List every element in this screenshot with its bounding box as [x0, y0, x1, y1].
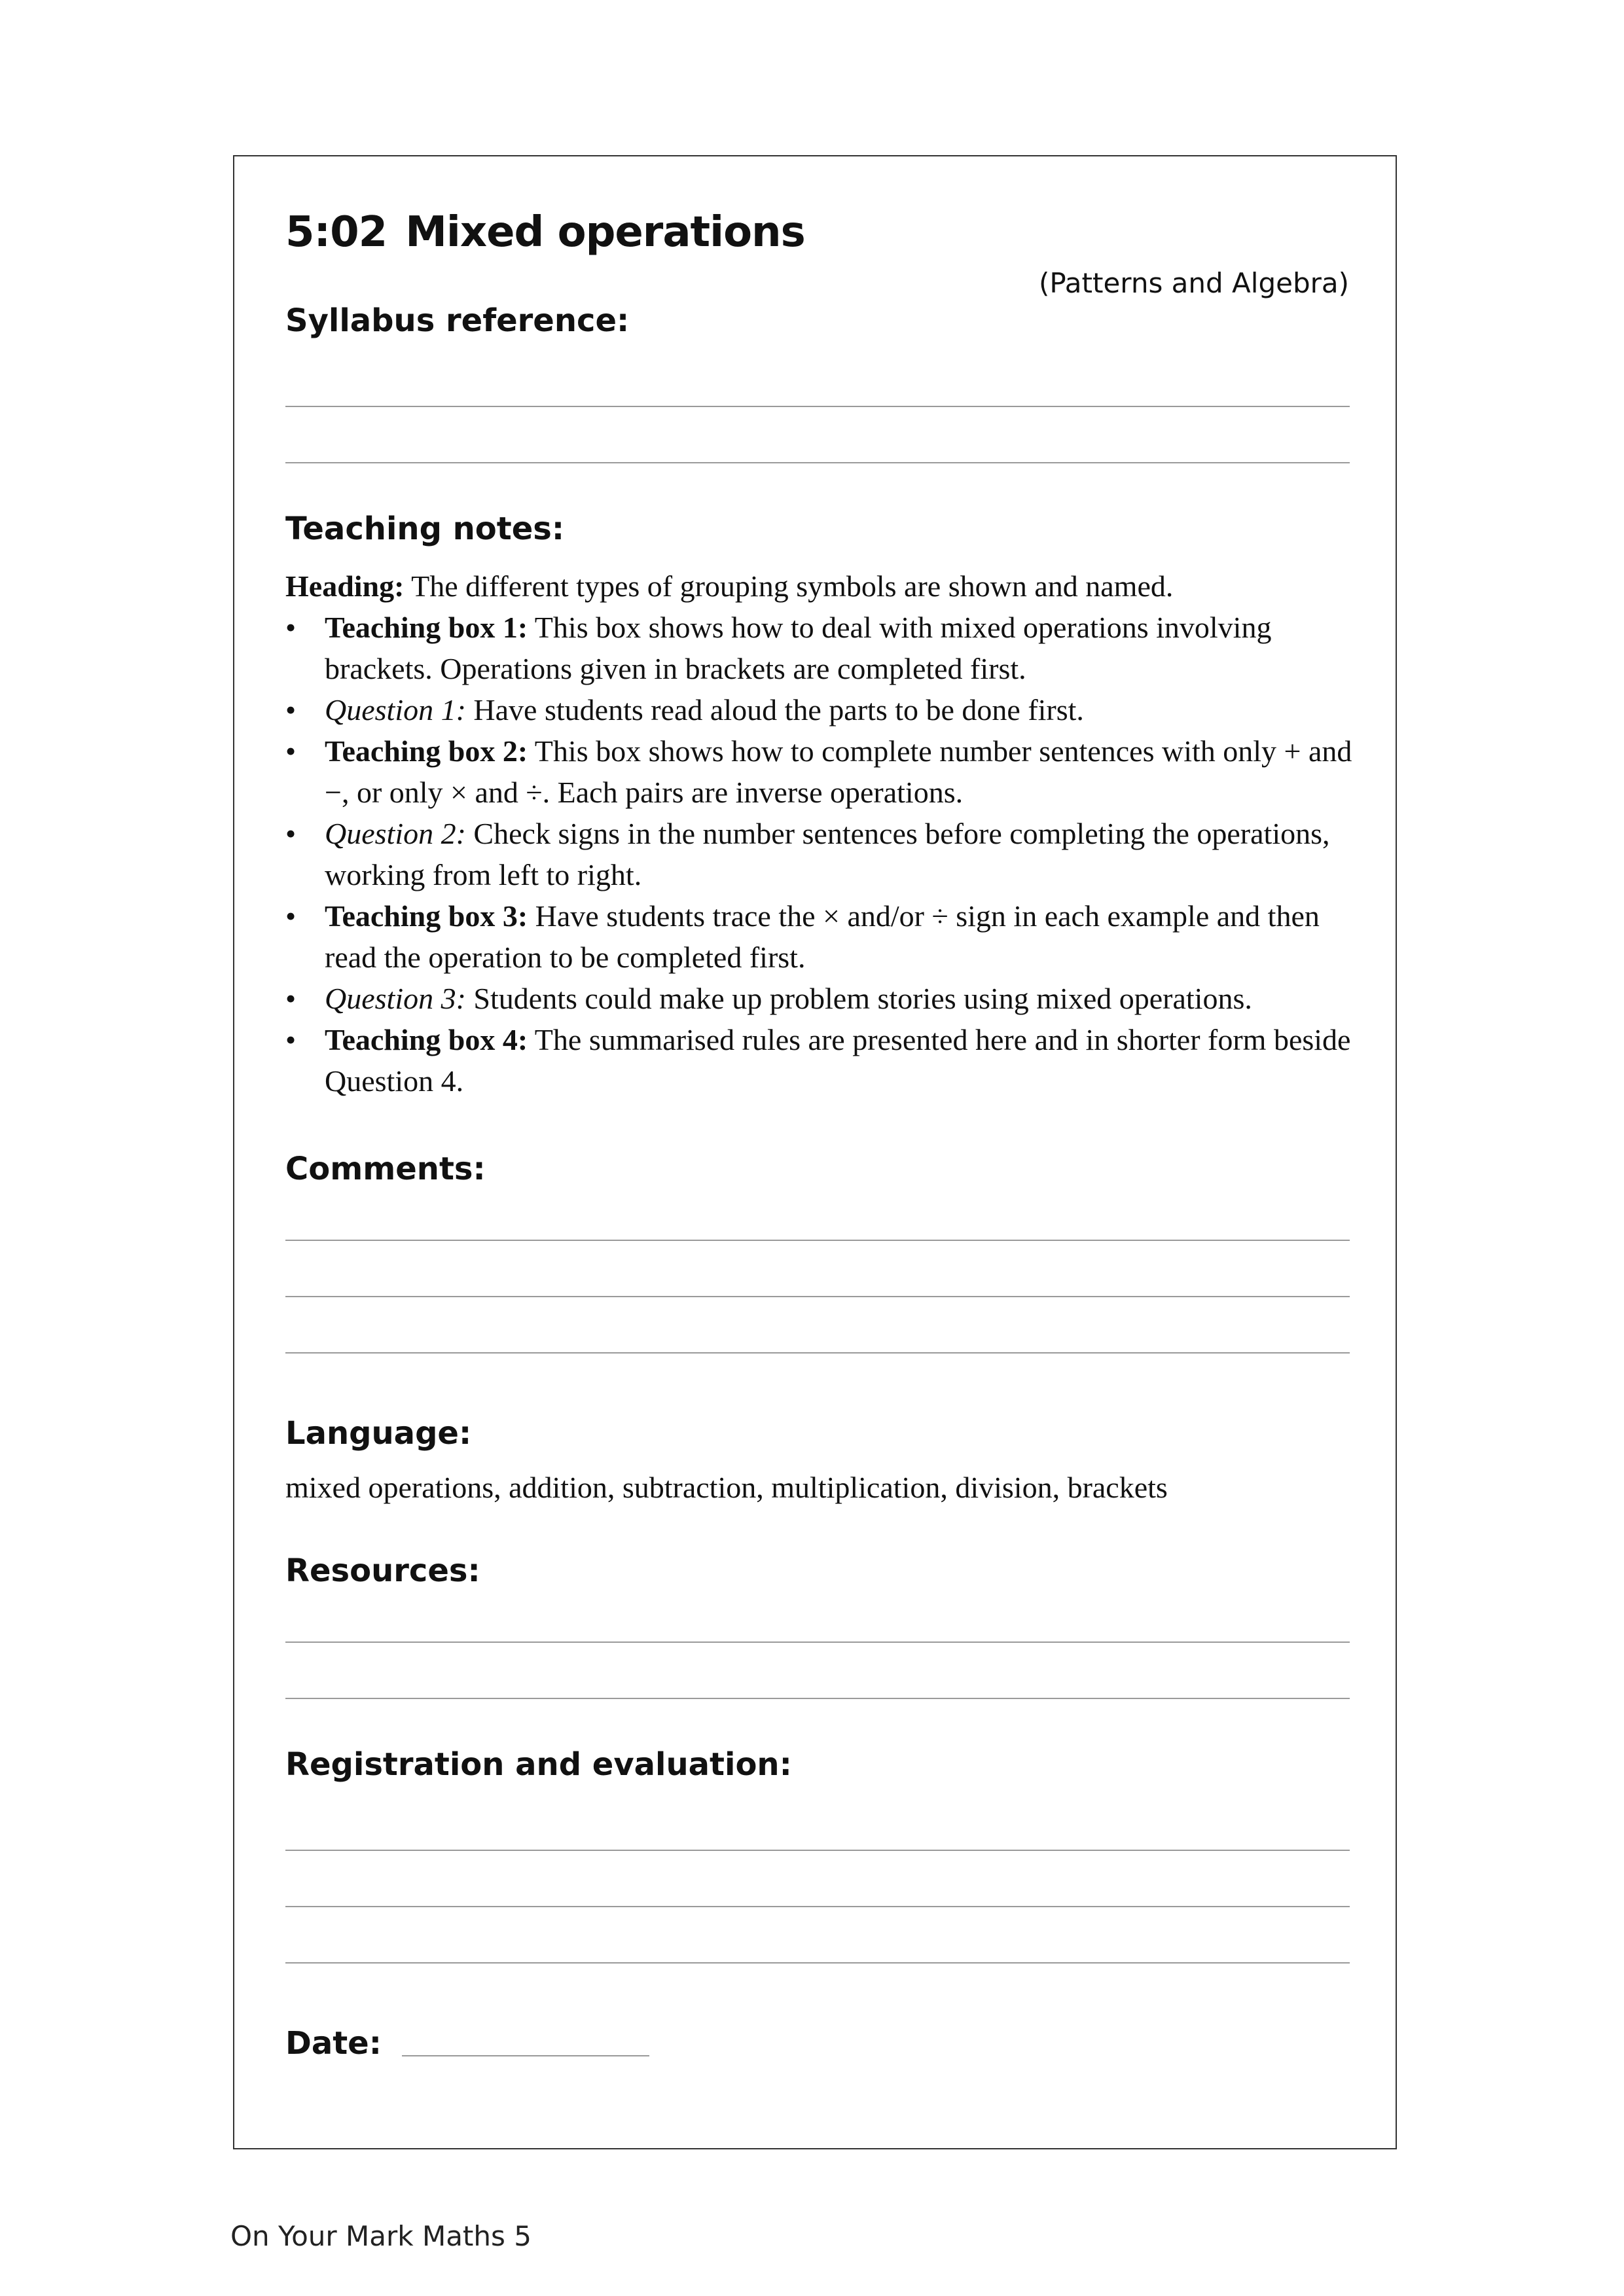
list-item: [285, 813, 1372, 895]
list-item: [285, 978, 1372, 1019]
bullet-icon: •: [285, 734, 297, 768]
item-text: The summarised rules are presented here and in shorter form beside Question 4.: [325, 1023, 1351, 1098]
language-heading: Language:: [285, 1415, 472, 1452]
comments-line-2: [285, 1296, 1350, 1297]
list-item: [285, 730, 1372, 813]
list-item: [285, 895, 1372, 978]
registration-line-3: [285, 1962, 1350, 1964]
item-text: Have students read aloud the parts to be done first.: [465, 693, 1084, 726]
bullet-icon: •: [285, 693, 297, 726]
notes-heading-label: Heading:: [285, 569, 405, 603]
bullet-icon: •: [285, 982, 297, 1015]
registration-line-1: [285, 1850, 1350, 1851]
item-text: Have students trace the × and/or ÷ sign in each example and then read the operation to be completed first.: [325, 899, 1320, 974]
item-text: Students could make up problem stories using mixed operations.: [465, 982, 1252, 1015]
bullet-icon: •: [285, 899, 297, 933]
notes-list: [285, 607, 1372, 1102]
resources-line-2: [285, 1698, 1350, 1699]
item-text: Check signs in the number sentences before completing the operations, working from left to right.: [325, 817, 1330, 891]
comments-line-3: [285, 1352, 1350, 1354]
strand-label: (Patterns and Algebra): [1038, 267, 1349, 299]
item-text: This box shows how to complete number sentences with only + and −, or only × and ÷. Each pairs are inverse operations.: [325, 734, 1352, 809]
item-label: Question 2:: [325, 817, 466, 850]
page-footer: On Your Mark Maths 5: [230, 2220, 532, 2252]
language-text: mixed operations, addition, subtraction, multiplication, division, brackets: [285, 1471, 1168, 1504]
item-label: Teaching box 3:: [325, 899, 528, 933]
item-label: Teaching box 2:: [325, 734, 528, 768]
teaching-notes-heading: Teaching notes:: [285, 511, 565, 547]
item-label: Teaching box 1:: [325, 611, 528, 644]
date-label: Date:: [285, 2025, 382, 2062]
notes-heading-text: The different types of grouping symbols are shown and named.: [404, 569, 1174, 603]
bullet-icon: •: [285, 611, 297, 644]
list-item: [285, 689, 1372, 730]
date-line: [402, 2055, 649, 2056]
item-text: This box shows how to deal with mixed operations involving brackets. Operations given in brackets are completed first.: [325, 611, 1272, 685]
item-label: Question 3:: [325, 982, 466, 1015]
item-label: Question 1:: [325, 693, 466, 726]
teaching-notes-body: [285, 565, 1372, 1102]
bullet-icon: •: [285, 817, 297, 850]
registration-line-2: [285, 1906, 1350, 1907]
syllabus-heading: Syllabus reference:: [285, 302, 630, 339]
syllabus-line-2: [285, 462, 1350, 463]
comments-heading: Comments:: [285, 1151, 486, 1187]
resources-line-1: [285, 1641, 1350, 1643]
notes-heading-line: [285, 565, 1372, 607]
comments-line-1: [285, 1240, 1350, 1241]
syllabus-line-1: [285, 406, 1350, 407]
bullet-icon: •: [285, 1023, 297, 1056]
registration-heading: Registration and evaluation:: [285, 1746, 792, 1783]
item-label: Teaching box 4:: [325, 1023, 528, 1056]
resources-heading: Resources:: [285, 1552, 480, 1589]
page-title: [285, 208, 805, 257]
title-text: Mixed operations: [405, 208, 805, 257]
list-item: [285, 607, 1372, 689]
list-item: [285, 1019, 1372, 1102]
title-number: 5:02: [285, 208, 388, 257]
